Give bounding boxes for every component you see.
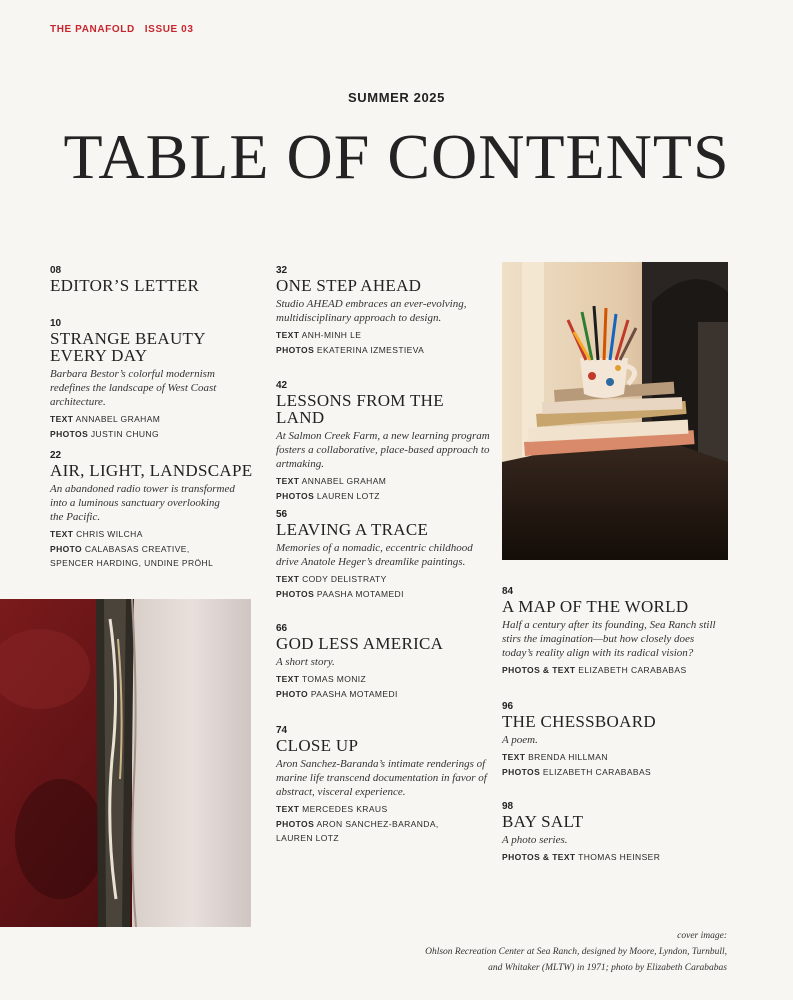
entry-credits: TEXT TOMAS MONIZ PHOTO PAASHA MOTAMEDI (276, 674, 398, 699)
entry-title: A MAP OF THE WORLD (502, 597, 689, 616)
page-number: 32 (276, 265, 288, 276)
entry-description: Aron Sanchez-Baranda’s intimate renderings of marine life transcend documentation in favor of abstract, visceral experience. (276, 758, 487, 798)
toc-entry-32[interactable] (276, 265, 491, 357)
toc-entry-66[interactable] (276, 623, 491, 701)
entry-description: An abandoned radio tower is transformed into a luminous sanctuary overlooking the Pacific. (50, 483, 235, 523)
toc-entry-96[interactable] (502, 701, 727, 779)
issue-number: ISSUE 03 (144, 24, 194, 35)
entry-description: Studio AHEAD embraces an ever-evolving, multidisciplinary approach to design. (276, 298, 467, 324)
entry-credits: PHOTOS & TEXT ELIZABETH CARABABAS (502, 665, 687, 675)
page-number: 98 (502, 801, 514, 812)
entry-credits: TEXT CHRIS WILCHA PHOTO CALABASAS CREATIVE, SPENCER HARDING, UNDINE PRÖHL (50, 529, 214, 568)
toc-entry-98[interactable] (502, 801, 727, 865)
entry-title: ONE STEP AHEAD (276, 276, 422, 295)
masthead (50, 24, 194, 35)
entry-description: At Salmon Creek Farm, a new learning program fosters a collaborative, place-based approach to artmaking. (276, 430, 490, 470)
page-number: 96 (502, 701, 514, 712)
entry-credits: PHOTOS & TEXT THOMAS HEINSER (502, 852, 661, 862)
entry-description: A short story. (276, 656, 335, 668)
toc-entry-10[interactable] (50, 318, 255, 441)
entry-title: LESSONS FROM THE LAND (276, 391, 444, 427)
entry-description: Barbara Bestor’s colorful modernism redefines the landscape of West Coast architecture. (50, 368, 217, 408)
entry-credits: TEXT BRENDA HILLMAN PHOTOS ELIZABETH CARABABAS (502, 752, 652, 777)
toc-entry-08[interactable] (50, 265, 255, 294)
page-number: 84 (502, 586, 514, 597)
entry-description: Memories of a nomadic, eccentric childhood drive Anatole Heger’s dreamlike paintings. (276, 542, 473, 568)
entry-credits: TEXT ANNABEL GRAHAM PHOTOS JUSTIN CHUNG (50, 414, 161, 439)
still-life-photo (502, 262, 728, 560)
entry-title: CLOSE UP (276, 736, 359, 755)
entry-description: Half a century after its founding, Sea Ranch still stirs the imagination—but how closely does today’s reality align with its radical vision? (502, 619, 716, 659)
toc-entry-56[interactable] (276, 509, 491, 601)
page-number: 66 (276, 623, 288, 634)
entry-title: GOD LESS AMERICA (276, 634, 444, 653)
page-number: 10 (50, 318, 62, 329)
cover-image-caption: cover image: Ohlson Recreation Center at Sea Ranch, designed by Moore, Lyndon, Turnbull, and Whitaker (MLTW) in 1971; photo by Elizabeth Carababas (425, 931, 727, 973)
page-number: 42 (276, 380, 288, 391)
toc-entry-84[interactable] (502, 586, 727, 678)
entry-title: THE CHESSBOARD (502, 712, 656, 731)
entry-title: STRANGE BEAUTY EVERY DAY (50, 329, 206, 365)
abstract-photo (0, 599, 251, 927)
entry-title: EDITOR’S LETTER (50, 276, 200, 295)
page-number: 22 (50, 450, 62, 461)
toc-entry-22[interactable] (50, 450, 255, 571)
toc-entry-74[interactable] (276, 725, 491, 846)
entry-credits: TEXT MERCEDES KRAUS PHOTOS ARON SANCHEZ-BARANDA, LAUREN LOTZ (276, 804, 439, 843)
entry-credits: TEXT ANH-MINH LE PHOTOS EKATERINA IZMESTIEVA (276, 330, 425, 355)
entry-credits: TEXT CODY DELISTRATY PHOTOS PAASHA MOTAMEDI (276, 574, 404, 599)
page-number: 74 (276, 725, 288, 736)
entry-title: AIR, LIGHT, LANDSCAPE (50, 461, 253, 480)
entry-title: BAY SALT (502, 812, 584, 831)
entry-description: A photo series. (502, 834, 568, 846)
brand-name: THE PANAFOLD (50, 24, 135, 35)
page-number: 08 (50, 265, 62, 276)
season-label: SUMMER 2025 (348, 90, 445, 105)
entry-description: A poem. (502, 734, 538, 746)
toc-entry-42[interactable] (276, 380, 491, 503)
entry-title: LEAVING A TRACE (276, 520, 429, 539)
page-number: 56 (276, 509, 288, 520)
entry-credits: TEXT ANNABEL GRAHAM PHOTOS LAUREN LOTZ (276, 476, 387, 501)
page-title: TABLE OF CONTENTS (63, 121, 730, 192)
